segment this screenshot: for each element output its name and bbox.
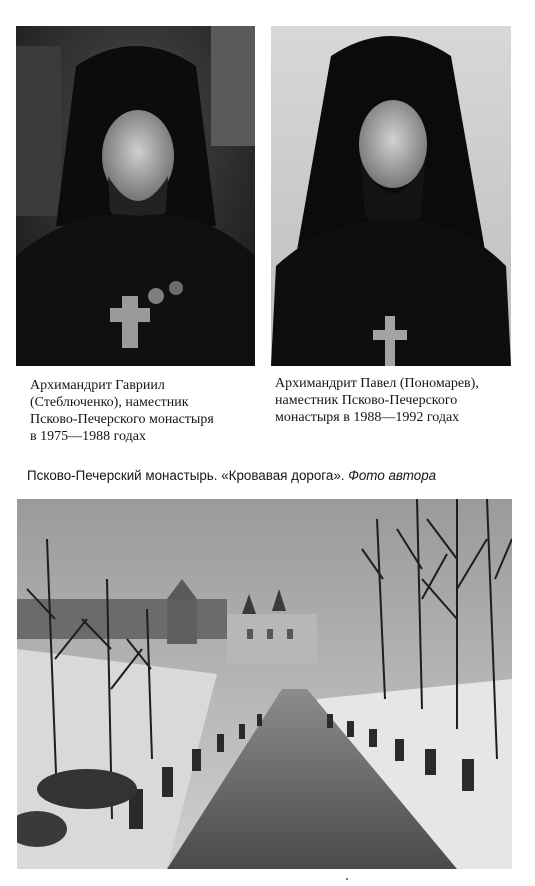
portrait-photo-pavel — [271, 26, 511, 366]
portrait-photo-gavriil — [16, 26, 255, 366]
road-photo-caption — [27, 468, 517, 484]
monastery-road-image — [17, 499, 512, 869]
caption-gavriil: Архимандрит Гавриил (Стеблюченко), наместник Псково-Печерского монастыря в 1975—1988 годах — [30, 378, 214, 444]
caption-pavel: Архимандрит Павел (Пономарев), наместник Псково-Печерского монастыря в 1988—1992 годах — [275, 376, 479, 425]
portrait-pavel-image — [271, 26, 511, 366]
monastery-road-photo — [17, 499, 512, 869]
road-caption-text: Псково-Печерский монастырь. «Кровавая дорога». — [27, 468, 345, 483]
photo-credit: Фото автора — [348, 468, 437, 483]
portrait-gavriil-image — [16, 26, 255, 366]
page-speck — [346, 878, 348, 880]
